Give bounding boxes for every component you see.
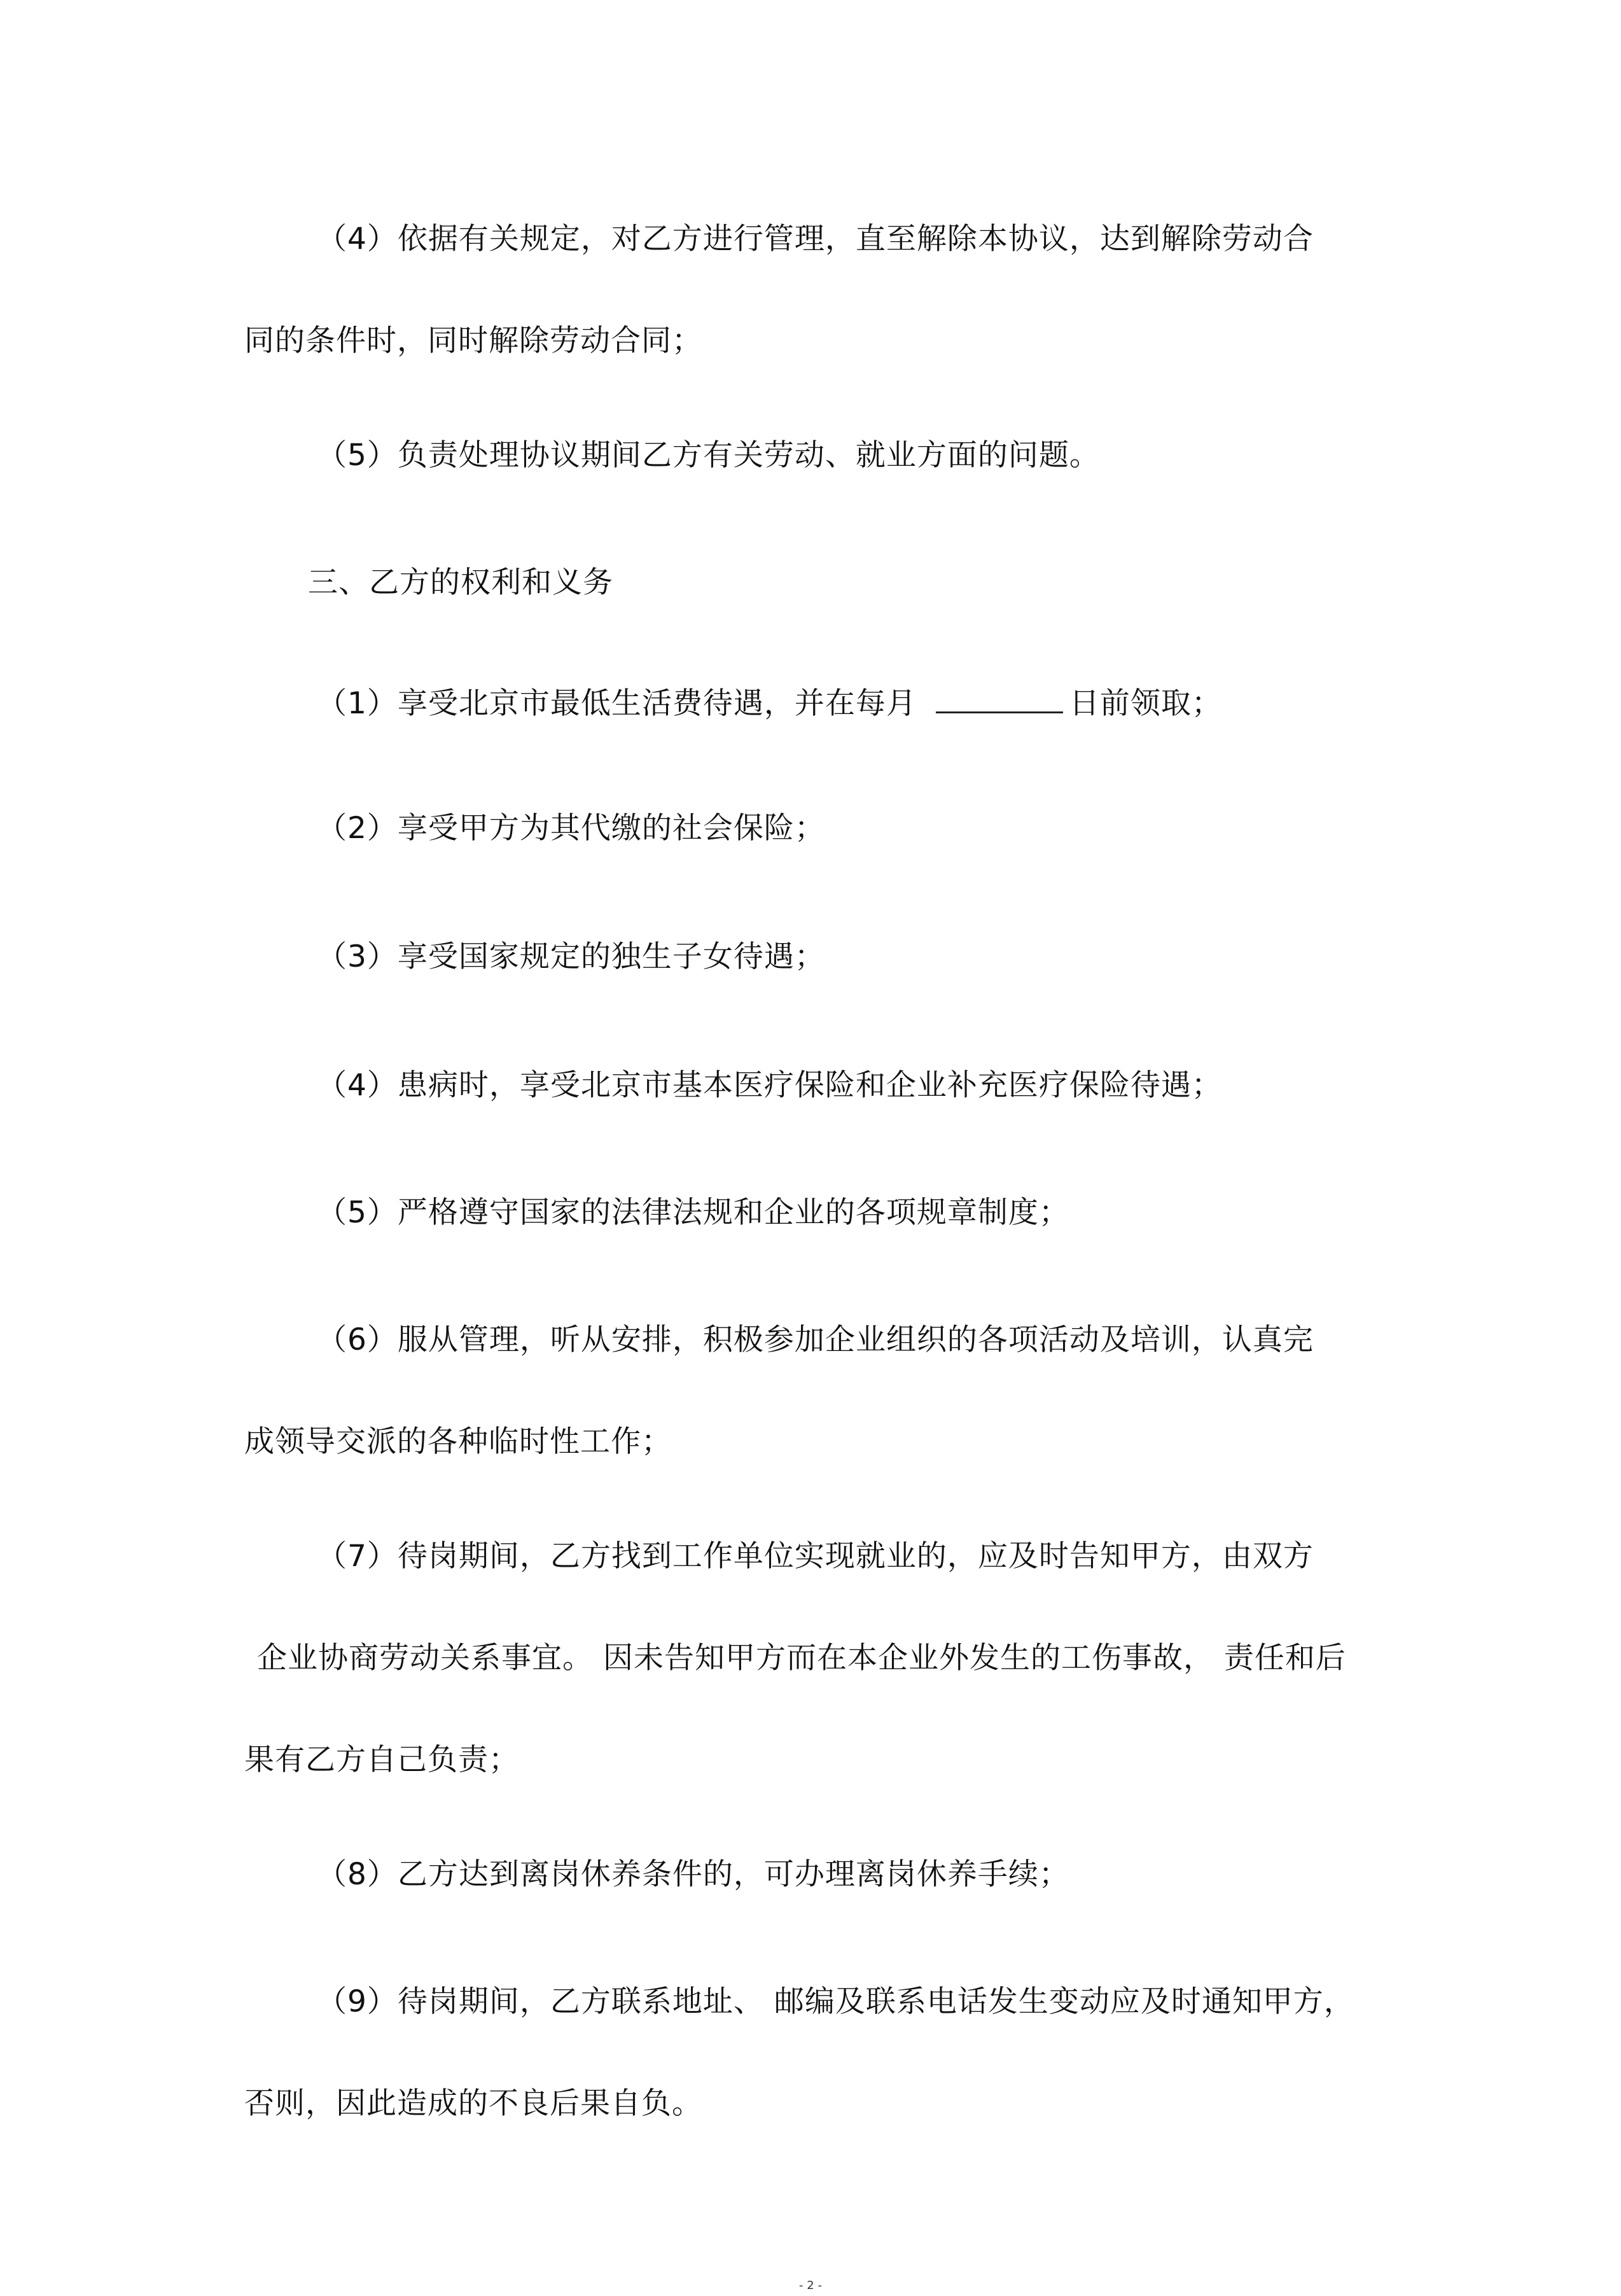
clause-3-3: （3）享受国家规定的独生子女待遇； — [317, 939, 825, 974]
clause-3-5: （5）严格遵守国家的法律法规和企业的各项规章制度； — [317, 1195, 1069, 1230]
clause-3-6-line-2: 成领导交派的各种临时性工作； — [244, 1424, 672, 1459]
clause-3-4: （4）患病时，享受北京市基本医疗保险和企业补充医疗保险待遇； — [317, 1068, 1222, 1103]
clause-3-7-line-2: 企业协商劳动关系事宜。 因未告知甲方而在本企业外发生的工伤事故， 责任和后 — [257, 1641, 1346, 1676]
clause-3-6-line-1: （6）服从管理，听从安排，积极参加企业组织的各项活动及培训，认真完 — [317, 1322, 1314, 1357]
clause-3-1-suffix: 日前领取； — [1069, 686, 1222, 721]
clause-3-9-line-2: 否则，因此造成的不良后果自负。 — [244, 2086, 702, 2121]
clause-2-4-line-2: 同的条件时，同时解除劳动合同； — [244, 323, 702, 358]
clause-2-4-line-1: （4）依据有关规定，对乙方进行管理，直至解除本协议，达到解除劳动合 — [317, 221, 1314, 256]
clause-3-1-text: （1）享受北京市最低生活费待遇，并在每月 — [317, 686, 917, 721]
clause-2-5: （5）负责处理协议期间乙方有关劳动、就业方面的问题。 — [317, 438, 1100, 473]
fill-in-blank-day[interactable] — [936, 683, 1063, 713]
page-number: - 2 - — [799, 2279, 822, 2292]
clause-3-8: （8）乙方达到离岗休养条件的，可办理离岗休养手续； — [317, 1857, 1069, 1892]
clause-3-2: （2）享受甲方为其代缴的社会保险； — [317, 811, 825, 846]
section-heading-3: 三、乙方的权利和义务 — [308, 565, 613, 600]
clause-3-9-line-1: （9）待岗期间，乙方联系地址、 邮编及联系电话发生变动应及时通知甲方， — [317, 1984, 1354, 2019]
clause-3-7-line-1: （7）待岗期间，乙方找到工作单位实现就业的，应及时告知甲方，由双方 — [317, 1539, 1314, 1574]
clause-3-7-line-3: 果有乙方自己负责； — [244, 1742, 519, 1777]
clause-3-1 — [317, 683, 1222, 723]
